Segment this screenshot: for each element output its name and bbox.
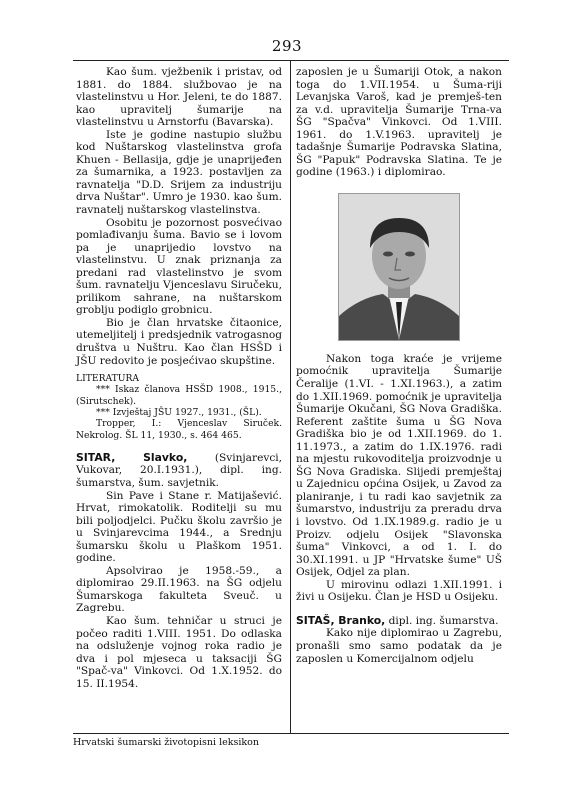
page-number: 293: [271, 37, 303, 55]
portrait-photo: [338, 193, 460, 341]
entry-name: SITAR, Slavko,: [76, 450, 188, 464]
body-paragraph: Bio je član hrvatske čitaonice, utemeljitelj i predsjednik vatrogasnog društva u Nuštru. Kao član HSŠD i JŠU redovito je posjećivao skupštine.: [76, 316, 282, 367]
literature-heading: LITERATURA: [76, 373, 140, 385]
left-column: [76, 66, 282, 690]
body-paragraph: Apsolvirao je 1958.-59., a diplomirao 29.II.1963. na ŠG odjelu Šumarskoga fakulteta Sveuč. u Zagrebu.: [76, 564, 282, 615]
entry-intro: dipl. ing. šumarstva.: [385, 614, 499, 627]
body-paragraph: U mirovinu odlazi 1.XII.1991. i živi u Osijeku. Član je HSD u Osijeku.: [296, 578, 502, 604]
footer-rule: [73, 733, 509, 734]
entry-name: SITAŠ, Branko,: [296, 613, 386, 627]
entry-intro: (Svinjarevci, Vukovar, 20.I.1931.), dipl. ing. šumarstva, šum. savjetnik.: [76, 451, 283, 489]
body-paragraph: Nakon toga kraće je vrijeme pomoćnik upravitelja Šumarije Čeralije (1.VI. - 1.XI.1963.), a zatim do 1.XII.1969. pomoćnik je upravitelja Šumarije Okučani, ŠG Nova Gradiška. Referent zaštite šuma u ŠG Nova Gradiška bio je od 1.XII.1969. do 1. 11.1973., a zatim do 1.IX.1976. radi na mjestu rukovoditelja proizvodnje u ŠG Nova Gradiska. Slijedi premještaj u Zajednicu općina Osijek, u Zavod za planiranje, i tu radi kao savjetnik za šumarstvo, industriju za preradu drva i lovstvo. Od 1.IX.1989.g. radio je u Proizv. odjelu Osijek "Slavonska šuma" Vinkovci, a od 1. I. do 30.XI.1991. u JP "Hrvatske šume" UŠ Osijek, Odjel za plan.: [296, 352, 502, 579]
running-footer: Hrvatski šumarski životopisni leksikon: [73, 737, 260, 748]
right-column: [296, 66, 502, 665]
body-paragraph: Iste je godine nastupio službu kod Nuštarskog vlastelinstva grofa Khuen - Bellasija, gdje je unaprijeđen za šumarnika, a 1923. postavljen za ravnatelja "D.D. Srijem za industriju drva Nuštar". Umro je 1930. kao šum. ravnatelj nuštarskog vlastelinstva.: [76, 128, 282, 217]
entry-heading: [296, 615, 502, 628]
body-paragraph: Kao šum. vježbenik i pristav, od 1881. do 1884. službovao je na vlastelinstvu u Hor. Jeleni, te do 1887. kao upravitelj šumarije na vlastelinstvu u Arnstorfu (Bavarska).: [76, 66, 282, 129]
literature-item: *** Iskaz članova HSŠD 1908., 1915., (Sirutschek).: [76, 384, 282, 407]
body-paragraph: zaposlen je u Šumariji Otok, a nakon toga do 1.VII.1954. u Šuma-riji Levanjska Varoš, kad je premješ-ten za v.d. upravitelja Šumarije Trna-va ŠG "Spačva" Vinkovci. Od 1.VIII. 1961. do 1.V.1963. upravitelj je tadašnje Šumarije Podravska Slatina, ŠG "Papuk" Podravska Slatina. Te je godine (1963.) i diplomirao.: [296, 66, 502, 179]
body-paragraph: Kako nije diplomirao u Zagrebu, pronašli smo samo podatak da je zaposlen u Komercijalnom odjelu: [296, 627, 502, 665]
header-rule: [73, 60, 509, 61]
body-paragraph: Sin Pave i Stane r. Matijašević. Hrvat, rimokatolik. Roditelji su mu bili poljodjelci. Pučku školu završio je u Svinjarevcima 1944., a Srednju šumarsku školu u Plaškom 1951. godine.: [76, 489, 282, 565]
literature-item: *** Izvještaj JŠU 1927., 1931., (ŠL).: [96, 407, 262, 419]
body-paragraph: Kao šum. tehničar u struci je počeo raditi 1.VIII. 1951. Do odlaska na odsluženje vojnog roka radio je dva i pol mjeseca u taksaciji ŠG "Spač-va" Vinkovci. Od 1.X.1952. do 15. II.1954.: [76, 615, 282, 690]
entry-heading: [76, 452, 282, 490]
column-divider: [290, 61, 291, 733]
literature-item: Tropper, I.: Vjenceslav Siruček. Nekrolog. ŠL 11, 1930., s. 464 465.: [76, 418, 282, 441]
body-paragraph: Osobitu je pozornost posvećivao pomlađivanju šuma. Bavio se i lovom pa je unaprijedio lovstvo na vlastelinstvu. U znak priznanja za predani rad vlastelinstvo je svom šum. ravnatelju Vjenceslavu Siručeku, prilikom sahrane, na nuštarskom groblju podiglo grobnicu.: [76, 216, 282, 317]
